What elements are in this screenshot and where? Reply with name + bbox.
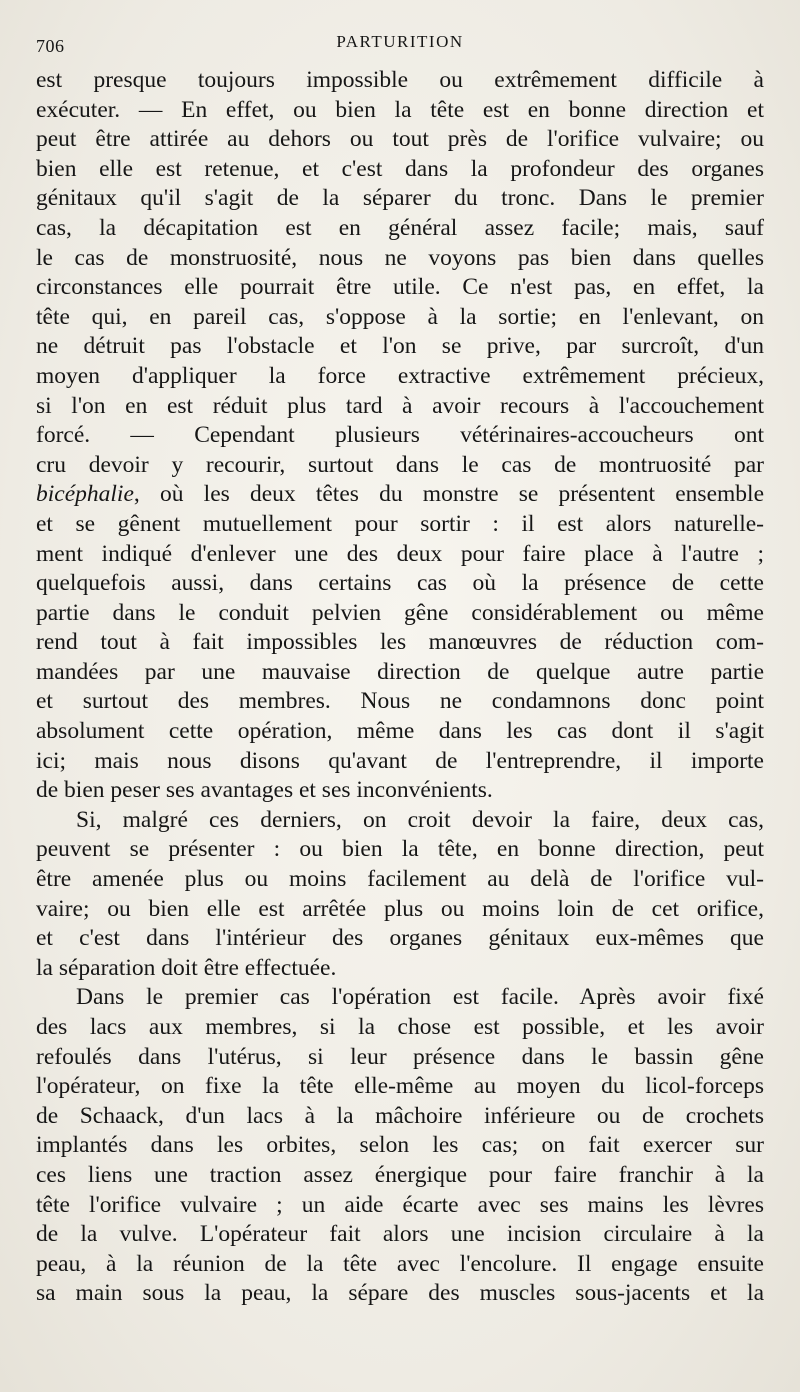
paragraph-first-line: Dans le premier cas l'opération est facile. Après avoir fixé: [76, 984, 764, 1011]
text-line: vaire; ou bien elle est arrêtée plus ou moins loin de cet orifice,: [36, 895, 764, 922]
text-line: si l'on en est réduit plus tard à avoir recours à l'accouchement: [36, 392, 764, 419]
text-line: la séparation doit être effectuée.: [36, 954, 337, 981]
text-line-rest: , où les deux têtes du monstre se présentent ensemble: [133, 481, 764, 508]
text-line-with-italic: [36, 480, 764, 510]
text-line: tête qui, en pareil cas, s'oppose à la sortie; en l'enlevant, on: [36, 303, 764, 330]
text-line: peau, à la réunion de la tête avec l'encolure. Il engage ensuite: [36, 1250, 764, 1277]
text-line: de Schaack, d'un lacs à la mâchoire inférieure ou de crochets: [36, 1102, 764, 1129]
text-line: moyen d'appliquer la force extractive extrêmement précieux,: [36, 362, 764, 389]
text-line: être amenée plus ou moins facilement au delà de l'orifice vul-: [36, 866, 764, 893]
text-line: sa main sous la peau, la sépare des muscles sous-jacents et la: [36, 1280, 764, 1307]
page-number: 706: [36, 36, 65, 56]
body-text: [36, 66, 764, 1309]
text-line: peut être attirée au dehors ou tout près de l'orifice vulvaire; ou: [36, 126, 764, 153]
text-line: ici; mais nous disons qu'avant de l'entreprendre, il importe: [36, 747, 764, 774]
text-line: est presque toujours impossible ou extrêmement difficile à: [36, 67, 764, 93]
text-line: mandées par une mauvaise direction de quelque autre partie: [36, 658, 764, 685]
text-line: exécuter. — En effet, ou bien la tête est en bonne direction et: [36, 96, 764, 123]
text-line: et se gênent mutuellement pour sortir : il est alors naturelle-: [36, 510, 764, 537]
text-line: implantés dans les orbites, selon les cas; on fait exercer sur: [36, 1132, 764, 1159]
text-line: quelquefois aussi, dans certains cas où la présence de cette: [36, 570, 764, 597]
text-line: refoulés dans l'utérus, si leur présence dans le bassin gêne: [36, 1043, 764, 1070]
text-line: ment indiqué d'enlever une des deux pour faire place à l'autre ;: [36, 540, 764, 567]
text-line: des lacs aux membres, si la chose est possible, et les avoir: [36, 1014, 764, 1040]
text-line: ces liens une traction assez énergique pour faire franchir à la: [36, 1161, 764, 1188]
text-line: rend tout à fait impossibles les manœuvres de réduction com-: [36, 629, 764, 656]
text-line: cru devoir y recourir, surtout dans le cas de montruosité par: [36, 451, 764, 478]
running-head: PARTURITION: [336, 32, 464, 51]
text-line: absolument cette opération, même dans les cas dont il s'agit: [36, 718, 764, 745]
text-line: ne détruit pas l'obstacle et l'on se prive, par surcroît, d'un: [36, 333, 764, 360]
text-line: forcé. — Cependant plusieurs vétérinaires-accoucheurs ont: [36, 422, 764, 449]
text-line: peuvent se présenter : ou bien la tête, en bonne direction, peut: [36, 836, 764, 863]
text-line: tête l'orifice vulvaire ; un aide écarte avec ses mains les lèvres: [36, 1191, 764, 1218]
text-line: bien elle est retenue, et c'est dans la profondeur des organes: [36, 155, 764, 182]
text-line: de bien peser ses avantages et ses inconvénients.: [36, 777, 493, 804]
text-line: et surtout des membres. Nous ne condamnons donc point: [36, 688, 764, 715]
text-line: le cas de monstruosité, nous ne voyons pas bien dans quelles: [36, 244, 764, 271]
text-line: cas, la décapitation est en général assez facile; mais, sauf: [36, 214, 764, 241]
text-line: circonstances elle pourrait être utile. Ce n'est pas, en effet, la: [36, 274, 764, 301]
page-header: [36, 30, 764, 58]
italic-term: bicéphalie: [36, 481, 134, 508]
text-line: partie dans le conduit pelvien gêne considérablement ou même: [36, 599, 764, 626]
paragraph-first-line: Si, malgré ces derniers, on croit devoir la faire, deux cas,: [76, 806, 764, 833]
text-line: l'opérateur, on fixe la tête elle-même au moyen du licol-forceps: [36, 1073, 764, 1100]
text-line: de la vulve. L'opérateur fait alors une incision circulaire à la: [36, 1221, 764, 1248]
text-line: et c'est dans l'intérieur des organes génitaux eux-mêmes que: [36, 925, 764, 952]
text-line: génitaux qu'il s'agit de la séparer du tronc. Dans le premier: [36, 185, 764, 212]
